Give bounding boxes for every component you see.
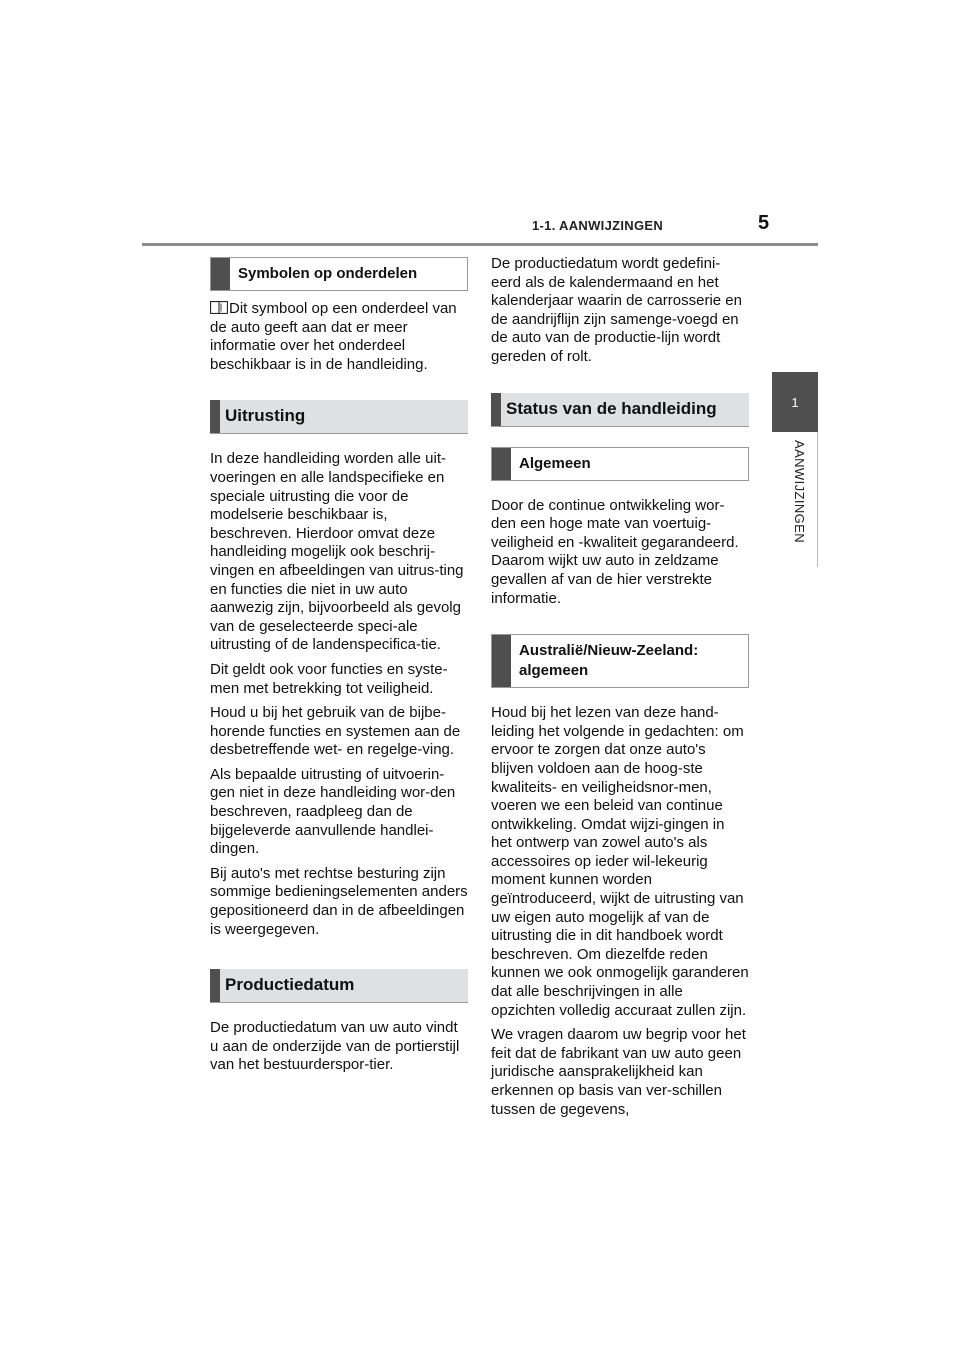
page-number: 5 — [758, 212, 770, 234]
manual-book-icon — [210, 301, 228, 314]
section-title: Status van de handleiding — [506, 398, 717, 418]
production-paragraph-1: De productiedatum van uw auto vindt u aan de onderzijde van de portierstijl van het bestuurderspor-tier. — [210, 1019, 460, 1074]
subsection-header-general — [491, 447, 749, 481]
australia-paragraph-1: Houd bij het lezen van deze hand-leiding het volgende in gedachten: om ervoor te zorgen dat onze auto's blijven voldoen aan de hoog-ste kwaliteits- en veiligheidsnor-men, voeren we een beleid van continue ontwikkeling. Omdat wijzi-gingen in het ontwerp van zowel auto's als accessoires op ieder wil-lekeurig moment kunnen worden geïntroduceerd, wijkt de uitrusting van uw eigen auto mogelijk af van de uitrusting die in dit handboek wordt beschreven. Om diezelfde reden kunnen we ook onmogelijk garanderen dat alle beschrijvingen in alle opzichten volledig accuraat zullen zijn. — [491, 704, 749, 1019]
equipment-paragraph-1: In deze handleiding worden alle uit-voeringen en alle landspecifieke en speciale uitrusting die voor de modelserie beschikbaar is, beschreven. Hierdoor omvat deze handleiding mogelijk ook beschrij-vingen en afbeeldingen van uitrus-ting en functies die niet in uw auto aanwezig zijn, bijvoorbeeld als gevolg van de geselecteerde speci-ale uitrusting of de landenspecifica-tie. — [210, 450, 464, 654]
subsection-title: Symbolen op onderdelen — [238, 265, 418, 282]
left-column — [210, 257, 468, 1081]
side-rule — [817, 432, 818, 567]
equipment-paragraph-3: Houd u bij het gebruik van de bijbe-horende functies en systemen aan de desbetreffende wet- en regelge-ving. — [210, 704, 461, 759]
chapter-label: AANWIJZINGEN — [792, 440, 807, 544]
section-header-production — [210, 969, 468, 1003]
symbols-paragraph: Dit symbool op een onderdeel van de auto geeft aan dat er meer informatie over het onderdeel beschikbaar is in de handleiding. — [210, 300, 457, 373]
general-paragraph: Door de continue ontwikkeling wor-den een hoge mate van voertuig-veiligheid en -kwaliteit gegarandeerd. Daarom wijkt uw auto in zeldzame gevallen af van de hier verstrekte informatie. — [491, 496, 739, 607]
section-title: Productiedatum — [225, 975, 355, 995]
section-title: Uitrusting — [225, 406, 306, 426]
subsection-title: Australië/Nieuw-Zeeland: algemeen — [519, 642, 699, 680]
equipment-paragraph-5: Bij auto's met rechtse besturing zijn sommige bedieningselementen anders gepositioneerd dan in de afbeeldingen is weergegeven. — [210, 864, 468, 938]
chapter-tab: 1 — [772, 372, 818, 432]
equipment-paragraph-4: Als bepaalde uitrusting of uitvoerin-gen niet in deze handleiding wor-den beschreven, raadpleeg dan de bijgeleverde aanvullende handlei-dingen. — [210, 765, 456, 858]
section-header-status — [491, 393, 749, 427]
australia-paragraph-2: We vragen daarom uw begrip voor het feit dat de fabrikant van uw auto geen juridische aansprakelijkheid kan erkennen op basis van ver-schillen tussen de gegevens, — [491, 1026, 746, 1118]
header-rule — [142, 243, 818, 246]
subsection-header-australia — [491, 634, 749, 688]
right-column — [491, 255, 749, 1125]
running-header: 1-1. AANWIJZINGEN — [532, 218, 664, 233]
production-paragraph-2: De productiedatum wordt gedefini-eerd als de kalendermaand en het kalenderjaar waarin de carrosserie en de aandrijflijn zijn samenge-voegd en de auto van de productie-lijn wordt gereden of rolt. — [491, 255, 742, 365]
subsection-header-symbols — [210, 257, 468, 291]
equipment-paragraph-2: Dit geldt ook voor functies en syste-men met betrekking tot veiligheid. — [210, 660, 448, 697]
subsection-title: Algemeen — [519, 454, 591, 472]
section-header-equipment — [210, 400, 468, 434]
